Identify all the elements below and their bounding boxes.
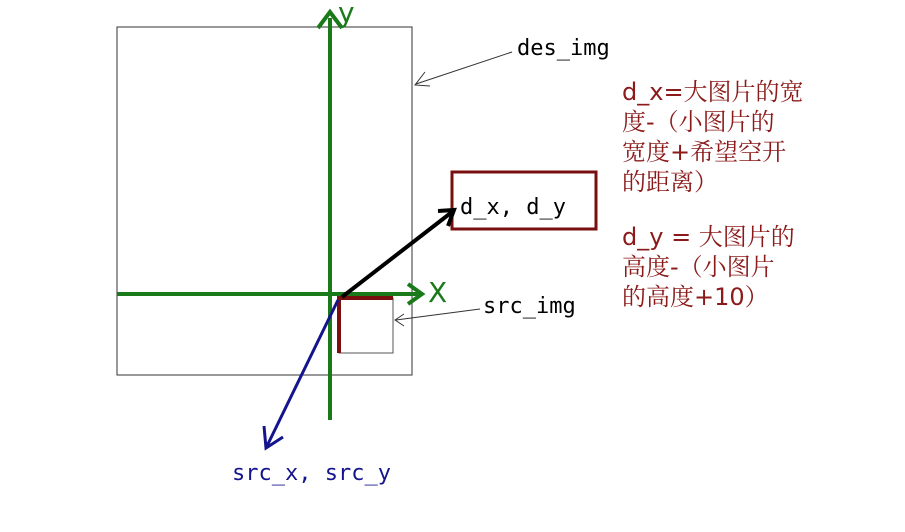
des-img-label: des_img (517, 36, 610, 61)
y-axis-label: y (338, 0, 355, 29)
note-dx-line-1: d_x=大图片的宽 (622, 78, 804, 106)
src-arrow (267, 300, 338, 446)
note-dx-line-3: 宽度+希望空开 (622, 138, 787, 166)
dest-point-label: d_x, d_y (460, 195, 566, 220)
note-dy-line-2: 高度-（小图片 (622, 253, 775, 281)
note-dx-line-2: 度-（小图片的 (622, 108, 775, 136)
des-img-pointer (416, 52, 512, 84)
src-point-label: src_x, src_y (232, 461, 391, 486)
src-img-label: src_img (483, 294, 576, 319)
src-img-box (339, 298, 393, 353)
src-img-pointer (396, 309, 480, 320)
note-dy-line-1: d_y = 大图片的 (622, 223, 795, 251)
note-dx-line-4: 的距离） (622, 168, 718, 196)
note-dy-line-3: 的高度+10） (622, 283, 769, 311)
x-axis-label: X (428, 276, 448, 309)
